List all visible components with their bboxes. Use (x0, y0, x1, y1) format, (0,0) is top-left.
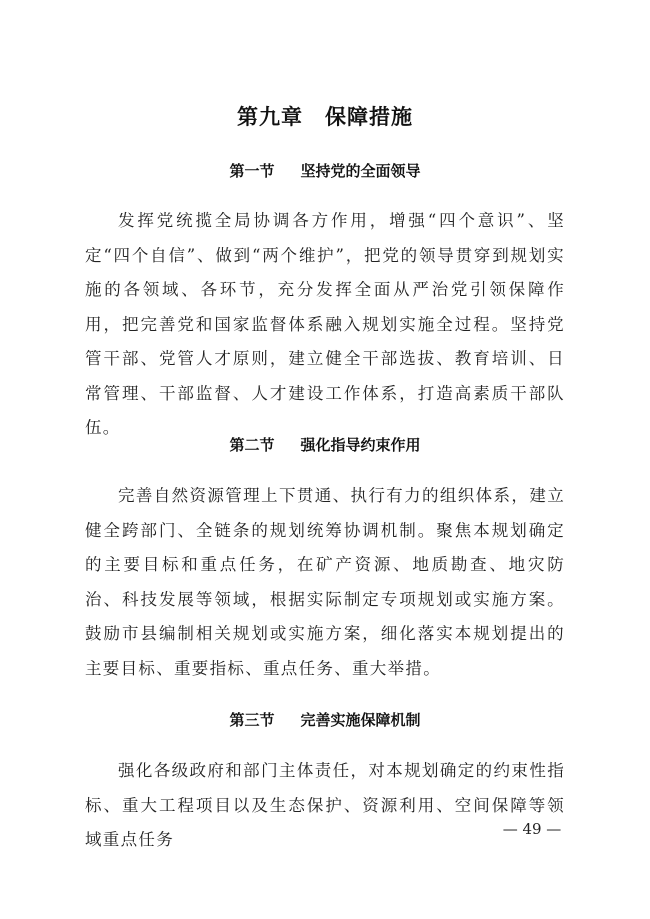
chapter-title: 第九章 保障措施 (237, 105, 413, 129)
section-title: 坚持党的全面领导 (300, 162, 421, 180)
section-number: 第一节 (229, 162, 275, 180)
section-title: 强化指导约束作用 (300, 436, 421, 454)
section-number: 第二节 (229, 436, 275, 454)
section-number: 第三节 (229, 711, 275, 729)
section-heading-3 (0, 709, 650, 730)
section-paragraph-3: 强化各级政府和部门主体责任，对本规划确定的约束性指标、重大工程项目以及生态保护、资源利用、空间保障等领域重点任务 (85, 761, 565, 849)
section-paragraph-1: 发挥党统揽全局协调各方作用，增强“四个意识”、坚定“四个自信”、做到“两个维护”，把党的领导贯穿到规划实施的各领域、各环节，充分发挥全面从严治党引领保障作用，把完善党和国家监督体系融入规划实施全过程。坚持党管干部、党管人才原则，建立健全干部选拔、教育培训、日常管理、干部监督、人才建设工作体系，打造高素质干部队伍。 (85, 211, 565, 437)
section-title: 完善实施保障机制 (300, 711, 421, 729)
page-number: — 49 — (502, 820, 562, 838)
section-heading-1 (0, 160, 650, 181)
section-heading-2 (0, 434, 650, 455)
section-paragraph-2: 完善自然资源管理上下贯通、执行有力的组织体系，建立健全跨部门、全链条的规划统筹协调机制。聚焦本规划确定的主要目标和重点任务，在矿产资源、地质勘查、地灾防治、科技发展等领域，根据实际制定专项规划或实施方案。鼓励市县编制相关规划或实施方案，细化落实本规划提出的主要目标、重要指标、重点任务、重大举措。 (85, 486, 565, 678)
